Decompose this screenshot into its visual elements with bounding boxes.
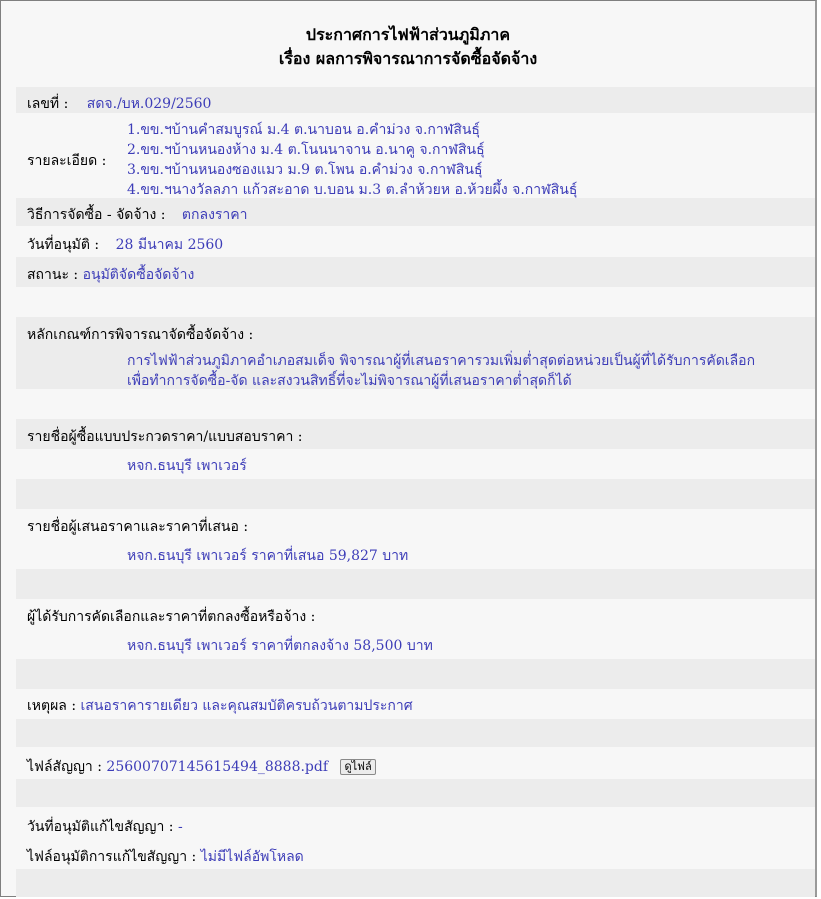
selected-label: ผู้ได้รับการคัดเลือกและราคาที่ตกลงซื้อหรือจ้าง : (27, 609, 316, 625)
status-label: สถานะ : (27, 267, 79, 283)
offers-label: รายชื่อผู้เสนอราคาและราคาที่เสนอ : (27, 519, 249, 535)
row-band (16, 569, 815, 599)
details-label: รายละเอียด : (27, 153, 107, 169)
selected-value: หจก.ธนบุรี เพาเวอร์ ราคาที่ตกลงจ้าง 58,500 บาท (127, 638, 433, 654)
criteria-text-line1: การไฟฟ้าส่วนภูมิภาคอำเภอสมเด็จ พิจารณาผู้ที่เสนอราคารวมเพิ่มต่ำสุดต่อหน่วยเป็นผู้ที่ได้รับการคัดเลือก (127, 353, 756, 369)
row-band (16, 479, 815, 509)
reason-label: เหตุผล : (27, 698, 77, 714)
approval-date-row (27, 234, 223, 256)
reason-row (27, 695, 413, 717)
row-band (16, 659, 815, 689)
method-row (27, 204, 248, 226)
doc-number-label: เลขที่ : (27, 96, 69, 112)
row-band (16, 779, 815, 807)
status-value: อนุมัติจัดซื้อจัดจ้าง (82, 267, 195, 283)
amend-file-row (27, 846, 304, 868)
doc-number-value: สดจ./บห.029/2560 (86, 96, 212, 112)
announcement-header (1, 1, 815, 81)
details-item: 1.ขข.ฯบ้านคำสมบูรณ์ ม.4 ต.นาบอน อ.คำม่วง จ.กาฬสินธุ์ (127, 122, 480, 138)
announcement-title: ประกาศการไฟฟ้าส่วนภูมิภาค (305, 25, 511, 44)
criteria-text-line2: เพื่อทำการจัดซื้อ-จัด และสงวนสิทธิ์ที่จะไม่พิจารณาผู้ที่เสนอราคาต่ำสุดก็ได้ (127, 373, 572, 389)
method-value: ตกลงราคา (181, 207, 248, 223)
bidders-value: หจก.ธนบุรี เพาเวอร์ (127, 458, 247, 474)
reason-value: เสนอราคารายเดียว และคุณสมบัติครบถ้วนตามประกาศ (80, 698, 413, 714)
contract-file-row (27, 756, 376, 778)
amend-file-label: ไฟล์อนุมัติการแก้ไขสัญญา : (27, 849, 197, 865)
contract-file-link[interactable]: 25600707145615494_8888.pdf (106, 759, 329, 775)
amend-date-label: วันที่อนุมัติแก้ไขสัญญา : (27, 819, 174, 835)
method-label: วิธีการจัดซื้อ - จัดจ้าง : (27, 207, 166, 223)
announcement-subtitle: เรื่อง ผลการพิจารณาการจัดซื้อจัดจ้าง (278, 49, 538, 68)
doc-number-row (27, 93, 211, 115)
status-row (27, 264, 194, 286)
bidders-label: รายชื่อผู้ซื้อแบบประกวดราคา/แบบสอบราคา : (27, 429, 303, 445)
amend-file-value: ไม่มีไฟล์อัพโหลด (200, 849, 304, 865)
details-item: 2.ขข.ฯบ้านหนองห้าง ม.4 ต.โนนนาจาน อ.นาคู จ.กาฬสินธุ์ (127, 142, 485, 158)
details-item: 4.ขข.ฯนางวัลลภา แก้วสะอาด บ.บอน ม.3 ต.ลำห้วยห อ.ห้วยผึ้ง จ.กาฬสินธุ์ (127, 182, 578, 198)
amend-date-row (27, 816, 183, 838)
row-band (16, 719, 815, 747)
row-band (16, 869, 815, 897)
details-item: 3.ขข.ฯบ้านหนองซองแมว ม.9 ต.โพน อ.คำม่วง จ.กาฬสินธุ์ (127, 162, 483, 178)
amend-date-value: - (177, 819, 183, 835)
approval-date-value: 28 มีนาคม 2560 (115, 237, 224, 253)
approval-date-label: วันที่อนุมัติ : (27, 237, 100, 253)
contract-file-label: ไฟล์สัญญา : (27, 759, 102, 775)
criteria-label: หลักเกณฑ์การพิจารณาจัดซื้อจัดจ้าง : (27, 327, 254, 343)
offers-value: หจก.ธนบุรี เพาเวอร์ ราคาที่เสนอ 59,827 บาท (127, 548, 409, 564)
view-file-button[interactable]: ดูไฟล์ (340, 759, 375, 775)
